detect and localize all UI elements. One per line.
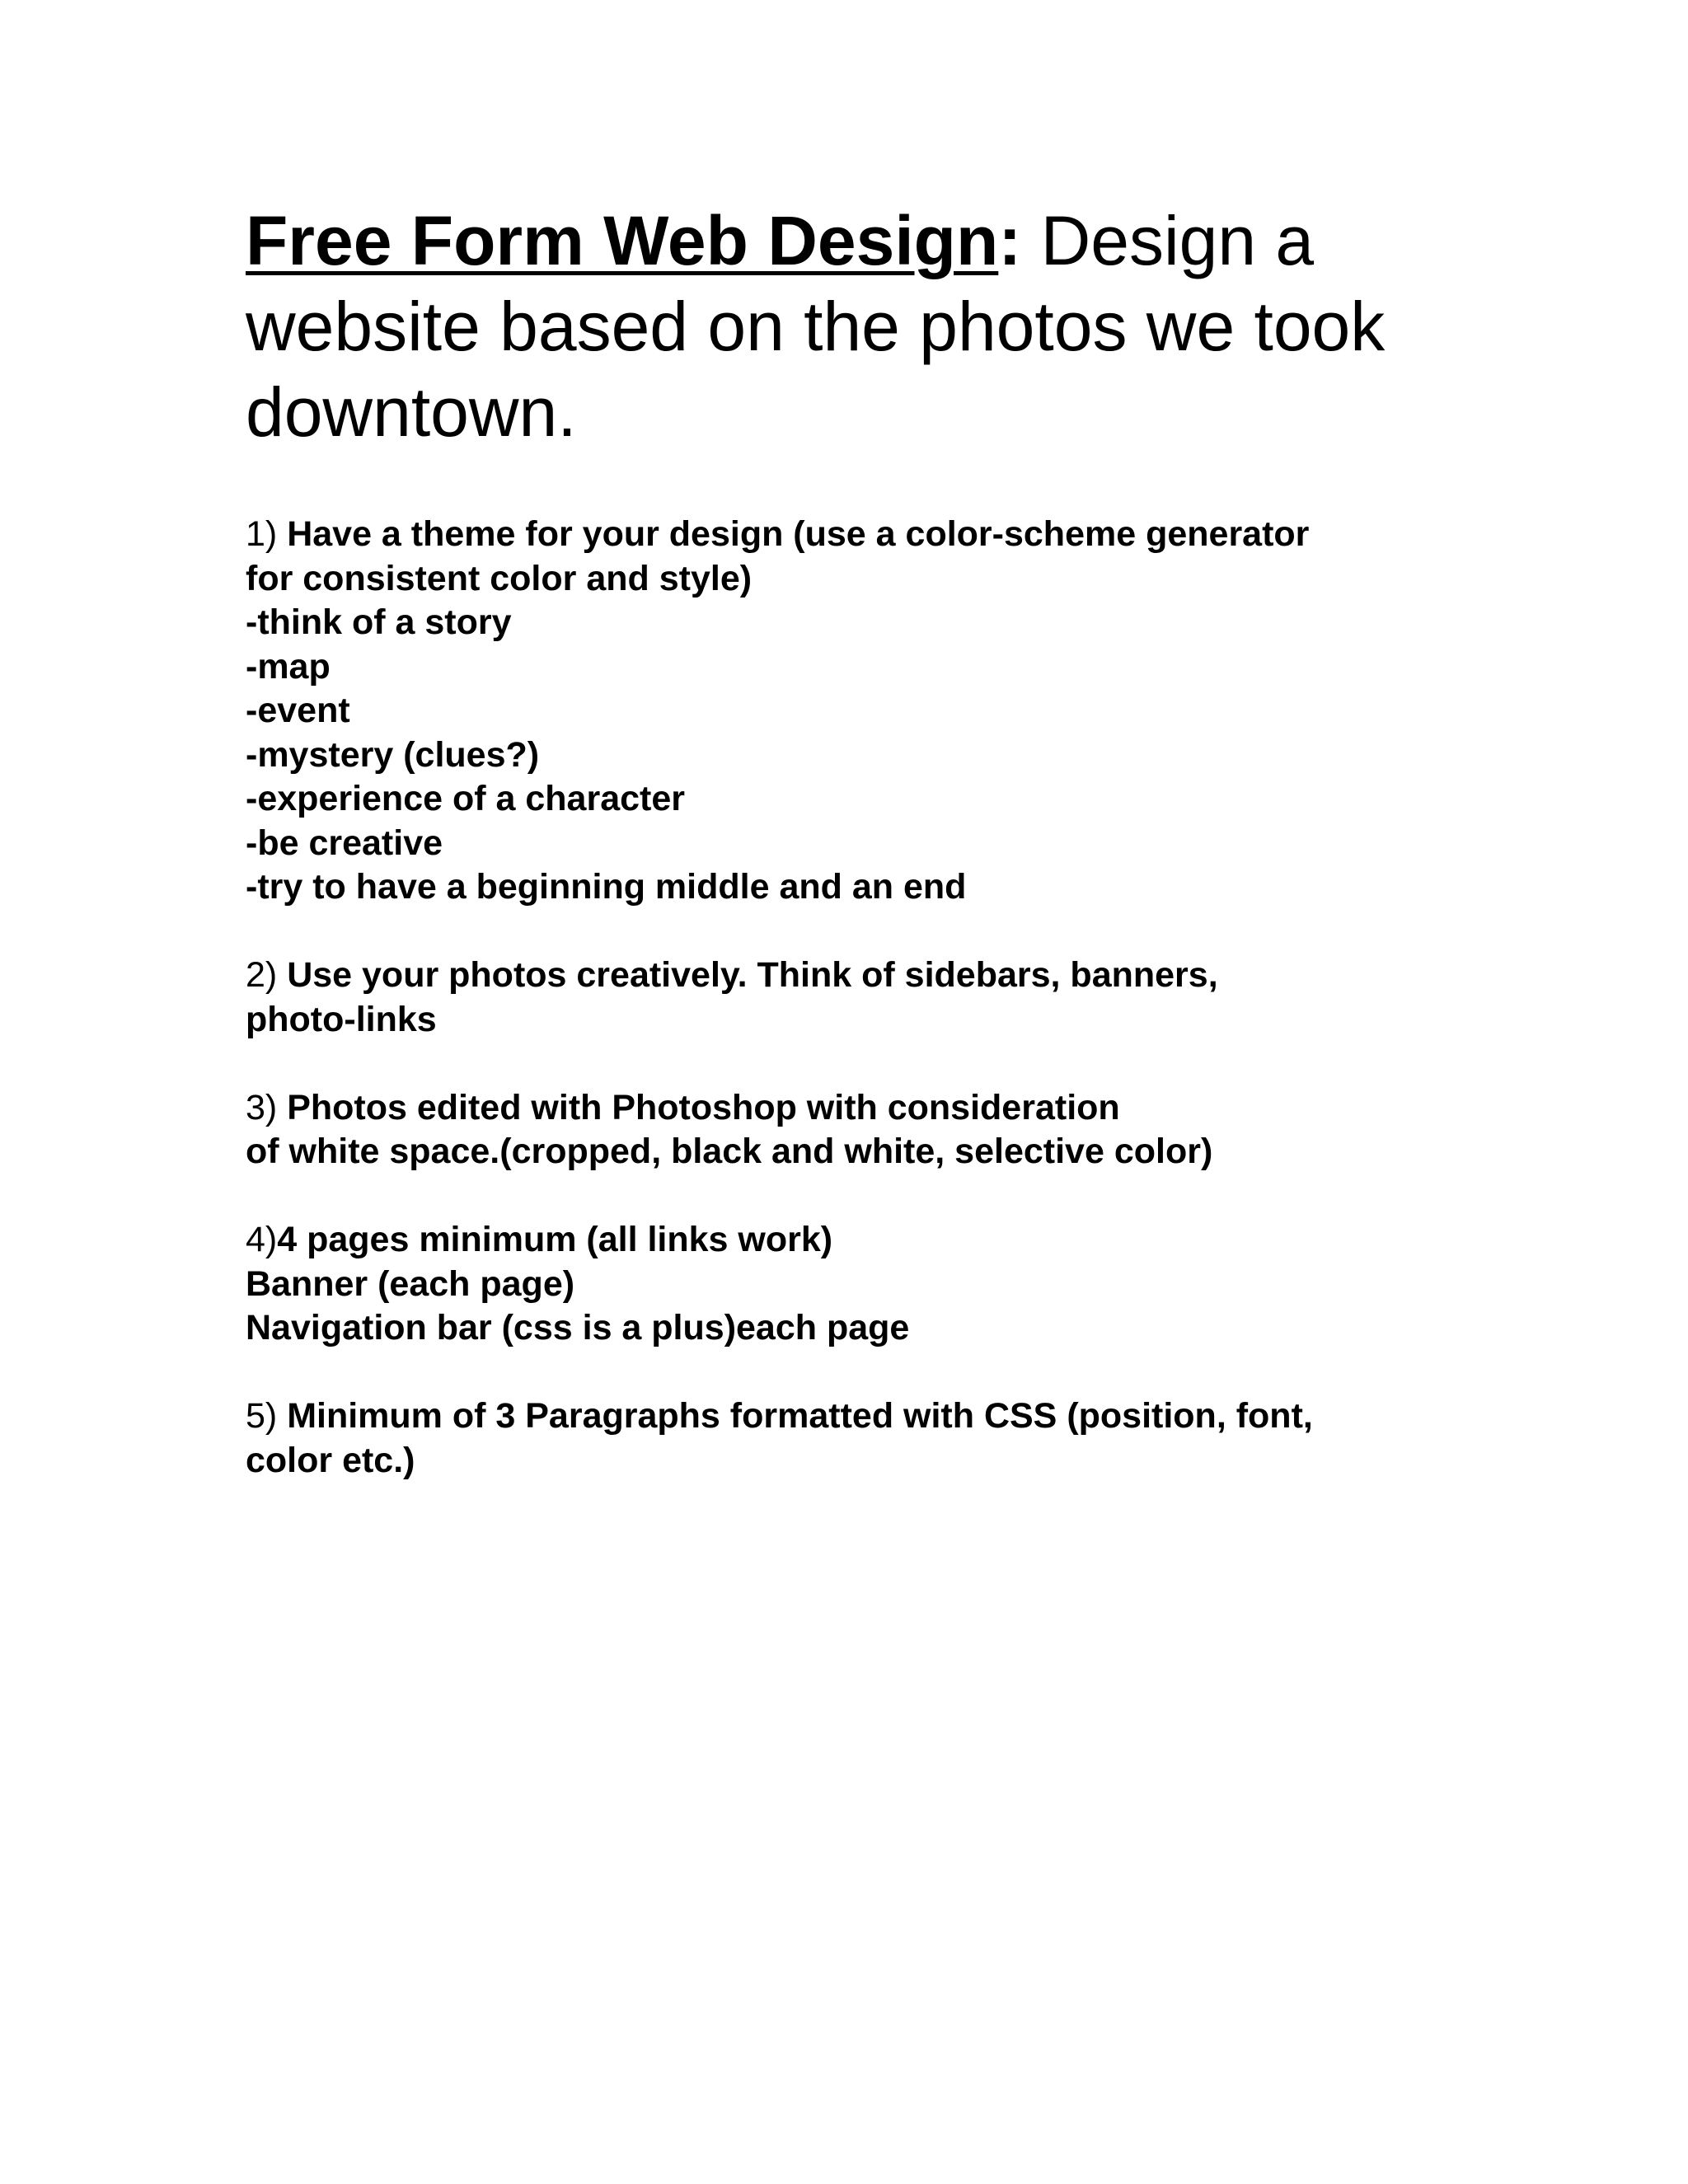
- requirement-5: [246, 1394, 1482, 1483]
- requirement-line: [246, 1218, 1482, 1263]
- requirement-line: -mystery (clues?): [246, 734, 540, 775]
- title-colon: :: [998, 202, 1022, 279]
- requirement-text: Have a theme for your design (use a color-scheme generator: [287, 514, 1310, 554]
- document-page: [246, 198, 1482, 1527]
- requirement-number: 3): [246, 1087, 278, 1127]
- requirement-line: [246, 954, 1482, 998]
- requirement-text: Photos edited with Photoshop with consideration: [287, 1087, 1120, 1127]
- title-description: Design a website based on the photos we took downtown.: [246, 202, 1386, 451]
- requirement-line: -try to have a beginning middle and an end: [246, 867, 967, 907]
- requirement-number: 1): [246, 514, 278, 554]
- requirement-number: 2): [246, 955, 278, 995]
- requirement-line: -be creative: [246, 823, 443, 863]
- requirement-line: Banner (each page): [246, 1263, 575, 1304]
- requirement-3: [246, 1086, 1482, 1174]
- requirement-line: -map: [246, 646, 331, 687]
- title-emphasis: Free Form Web Design: [246, 202, 999, 279]
- requirement-line: for consistent color and style): [246, 558, 753, 598]
- requirement-4: [246, 1218, 1482, 1351]
- page-title: [246, 198, 1482, 455]
- requirement-line: [246, 513, 1482, 557]
- requirement-line: Navigation bar (css is a plus)each page: [246, 1308, 910, 1347]
- requirement-number: 4): [246, 1220, 278, 1259]
- requirement-line: -think of a story: [246, 602, 512, 642]
- requirement-line: [246, 1086, 1482, 1131]
- requirement-line: -event: [246, 691, 350, 730]
- requirement-1: [246, 513, 1482, 910]
- requirement-line: photo-links: [246, 999, 437, 1039]
- requirement-text: Minimum of 3 Paragraphs formatted with CSS (position, font,: [287, 1396, 1313, 1436]
- requirement-line: of white space.(cropped, black and white, selective color): [246, 1132, 1213, 1171]
- requirement-line: [246, 1394, 1482, 1439]
- requirement-number: 5): [246, 1396, 278, 1436]
- requirement-line: -experience of a character: [246, 779, 685, 818]
- requirement-text: 4 pages minimum (all links work): [277, 1220, 833, 1259]
- requirement-line: color etc.): [246, 1440, 415, 1480]
- requirement-2: [246, 954, 1482, 1042]
- requirement-text: Use your photos creatively. Think of sidebars, banners,: [287, 955, 1218, 995]
- requirements-list: [246, 513, 1482, 1483]
